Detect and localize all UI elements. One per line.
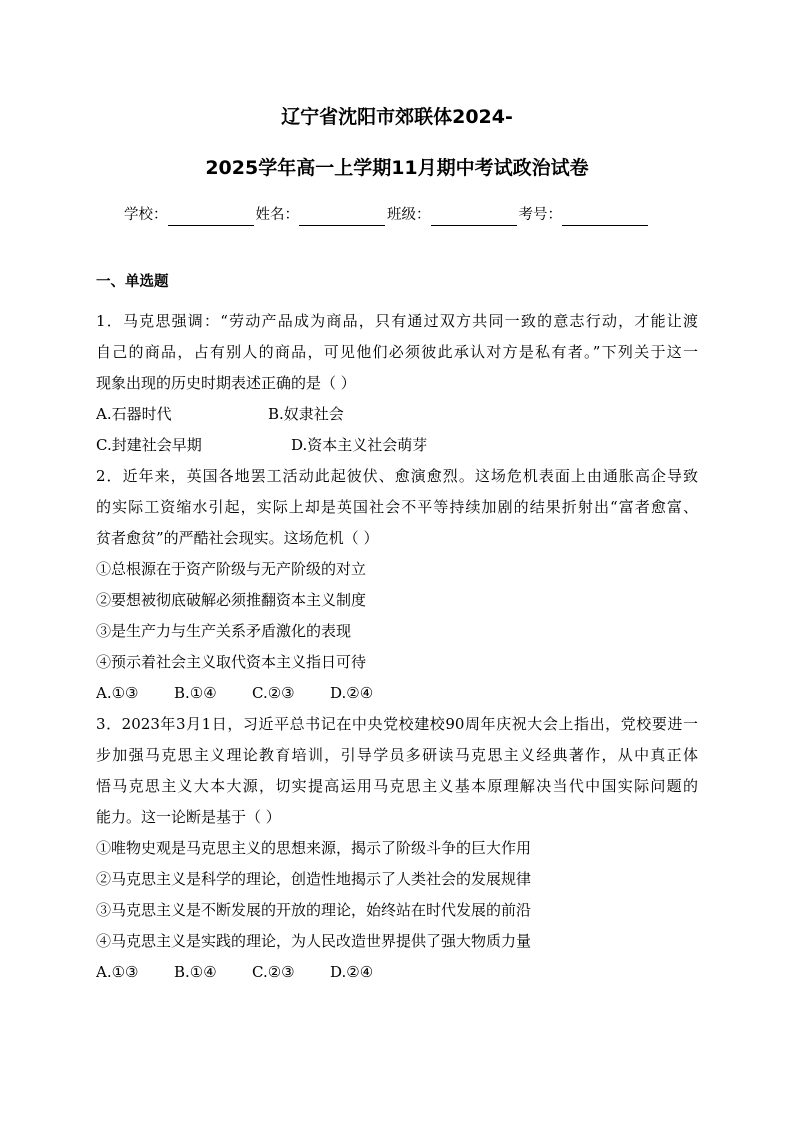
- school-field: [124, 204, 256, 226]
- question-3: [96, 709, 698, 988]
- question-2-line-3: 贫者愈贫”的严酷社会现实。这场危机（ ）: [96, 529, 379, 547]
- question-3-line-1: 3．2023年3月1日，习近平总书记在中央党校建校90周年庆祝大会上指出，党校要进一: [96, 715, 698, 733]
- question-3-option-b[interactable]: B.①④: [174, 963, 217, 981]
- question-1-option-a[interactable]: A.石器时代: [96, 405, 172, 423]
- class-field: [387, 204, 519, 226]
- question-3-statement-4: ④马克思主义是实践的理论，为人民改造世界提供了强大物质力量: [96, 932, 532, 950]
- question-1-line-3: 现象出现的历史时期表述正确的是（ ）: [96, 374, 356, 392]
- school-label: 学校：: [124, 207, 168, 223]
- question-3-option-d[interactable]: D.②④: [330, 963, 374, 981]
- name-label: 姓名：: [255, 207, 299, 223]
- exam-number-field: [519, 204, 651, 226]
- question-1-option-c[interactable]: C.封建社会早期: [96, 436, 202, 454]
- exam-number-blank: [562, 210, 648, 226]
- question-1-options-row-2: [96, 430, 698, 461]
- question-3-option-a[interactable]: A.①③: [96, 963, 139, 981]
- question-2-option-d[interactable]: D.②④: [330, 684, 374, 702]
- question-2: [96, 461, 698, 709]
- question-2-options-row: [96, 678, 698, 709]
- question-2-statement-2: ②要想被彻底破解必须推翻资本主义制度: [96, 591, 367, 609]
- question-2-option-b[interactable]: B.①④: [174, 684, 217, 702]
- question-3-statement-2: ②马克思主义是科学的理论，创造性地揭示了人类社会的发展规律: [96, 870, 532, 888]
- question-3-line-3: 悟马克思主义大本大源，切实提高运用马克思主义基本原理解决当代中国实际问题的: [96, 777, 698, 795]
- question-3-line-4: 能力。这一论断是基于（ ）: [96, 808, 281, 826]
- question-3-option-c[interactable]: C.②③: [252, 963, 295, 981]
- school-blank: [168, 210, 254, 226]
- question-2-option-a[interactable]: A.①③: [96, 684, 139, 702]
- class-label: 班级：: [387, 207, 431, 223]
- student-info-row: [124, 204, 724, 226]
- exam-title-line2: 2025学年高一上学期11月期中考试政治试卷: [205, 157, 589, 179]
- name-field: [256, 204, 388, 226]
- question-2-statement-4: ④预示着社会主义取代资本主义指日可待: [96, 653, 367, 671]
- question-1-line-2: 自己的商品，占有别人的商品，可见他们必须彼此承认对方是私有者。”下列关于这一: [96, 343, 698, 361]
- question-3-statement-1: ①唯物史观是马克思主义的思想来源，揭示了阶级斗争的巨大作用: [96, 839, 532, 857]
- question-1-option-b[interactable]: B.奴隶社会: [268, 405, 344, 423]
- questions-body: [96, 306, 698, 988]
- name-blank: [299, 210, 385, 226]
- question-3-options-row: [96, 957, 698, 988]
- question-3-statement-3: ③马克思主义是不断发展的开放的理论，始终站在时代发展的前沿: [96, 901, 532, 919]
- class-blank: [431, 210, 517, 226]
- question-1-options-row-1: [96, 399, 698, 430]
- exam-title-line1: 辽宁省沈阳市郊联体2024-: [281, 106, 513, 128]
- question-3-line-2: 步加强马克思主义理论教育培训，引导学员多研读马克思主义经典著作，从中真正体: [96, 746, 698, 764]
- section-heading: 一、单选题: [96, 274, 169, 290]
- question-1: [96, 306, 698, 461]
- question-2-line-1: 2．近年来，英国各地罢工活动此起彼伏、愈演愈烈。这场危机表面上由通胀高企导致: [96, 467, 698, 485]
- question-1-option-d[interactable]: D.资本主义社会萌芽: [291, 436, 428, 454]
- question-1-line-1: 1．马克思强调：“劳动产品成为商品，只有通过双方共同一致的意志行动，才能让渡: [96, 312, 698, 330]
- question-2-line-2: 的实际工资缩水引起，实际上却是英国社会不平等持续加剧的结果折射出“富者愈富、: [96, 498, 698, 516]
- exam-number-label: 考号：: [518, 207, 562, 223]
- question-2-option-c[interactable]: C.②③: [252, 684, 295, 702]
- question-2-statement-3: ③是生产力与生产关系矛盾激化的表现: [96, 622, 352, 640]
- question-2-statement-1: ①总根源在于资产阶级与无产阶级的对立: [96, 560, 367, 578]
